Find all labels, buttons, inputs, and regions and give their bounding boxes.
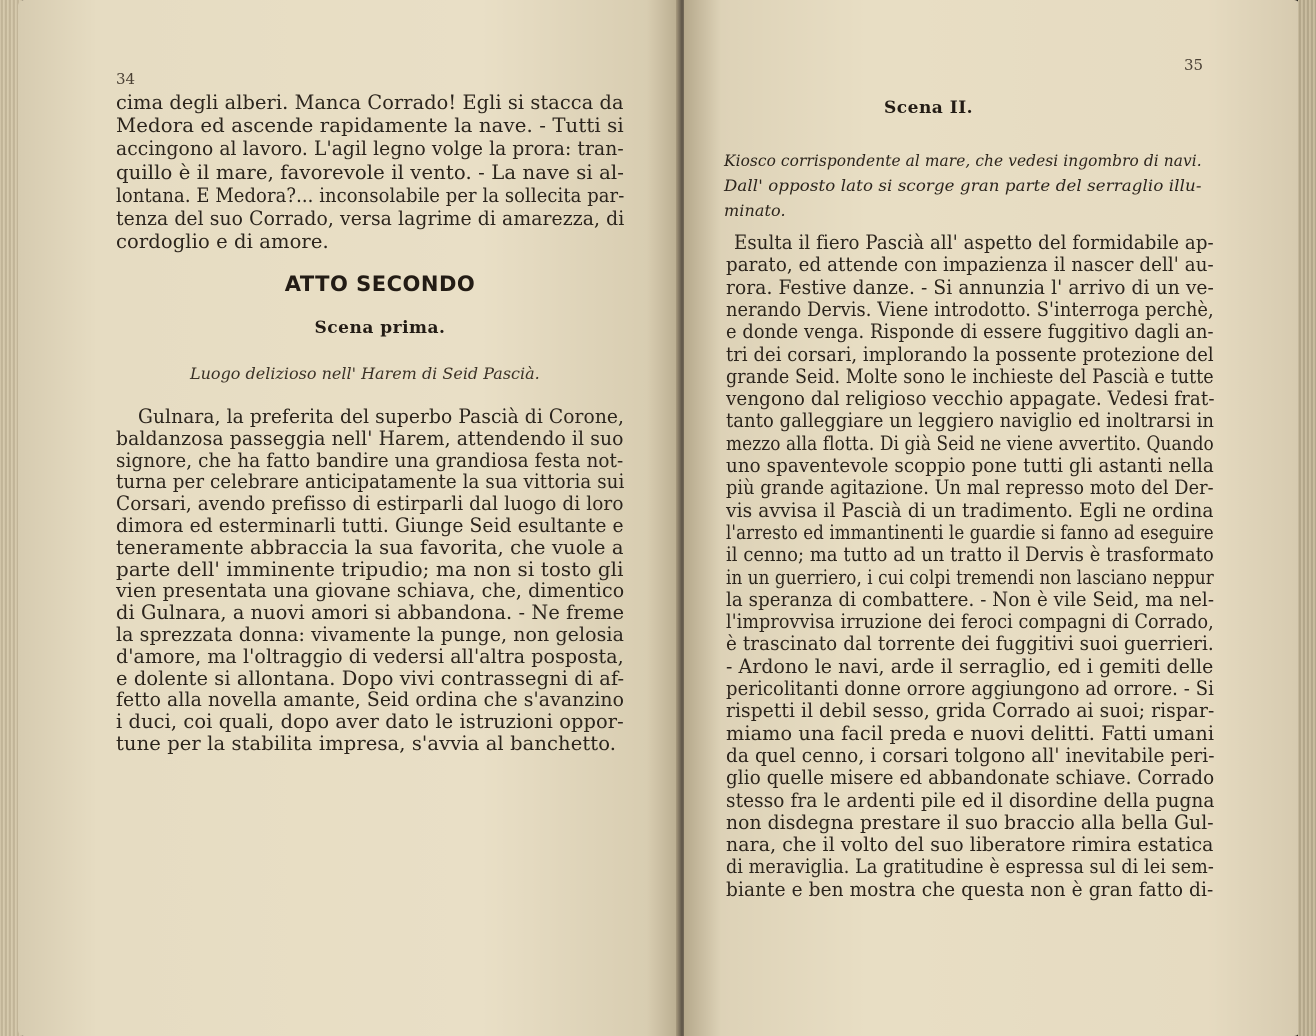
text-line: grande Seid. Molte sono le inchieste del Pascià e tutte bbox=[726, 364, 1214, 388]
right-page bbox=[684, 0, 1300, 1036]
text-line: di meraviglia. La gratitudine è espressa sul di lei sem- bbox=[726, 855, 1214, 879]
text-line: l'arresto ed immantinenti le guardie si fanno ad eseguire bbox=[726, 520, 1214, 544]
left-page bbox=[18, 0, 680, 1036]
text-line: signore, che ha fatto bandire una grandiosa festa not- bbox=[116, 448, 624, 472]
stage-direction-line: minato. bbox=[724, 201, 786, 220]
text-line: da quel cenno, i corsari tolgono all' inevitabile peri- bbox=[726, 743, 1215, 767]
right-page-number: 35 bbox=[1184, 56, 1204, 74]
scene-two-title: Scena II. bbox=[884, 98, 974, 118]
text-line: Esulta il fiero Pascià all' aspetto del formidabile ap- bbox=[734, 231, 1214, 254]
text-line: parte dell' imminente tripudio; ma non si tosto gli bbox=[116, 557, 624, 581]
text-line: vengono dal religioso vecchio appagate. Vedesi frat- bbox=[726, 387, 1215, 411]
text-line: la sprezzata donna: vivamente la punge, non gelosia bbox=[116, 623, 624, 646]
text-line: in un guerriero, i cui colpi tremendi non lasciano neppur bbox=[726, 565, 1214, 589]
text-line: tenza del suo Corrado, versa lagrime di amarezza, di bbox=[116, 207, 625, 230]
text-line: nara, che il volto del suo liberatore rimira estatica bbox=[726, 833, 1214, 857]
text-line: lontana. E Medora?... inconsolabile per la sollecita par- bbox=[116, 183, 625, 207]
text-line: Medora ed ascende rapidamente la nave. - Tutti si bbox=[116, 114, 624, 138]
text-line: più grande agitazione. Un mal represso moto del Der- bbox=[726, 476, 1214, 500]
text-line: il cenno; ma tutto ad un tratto il Dervis è trasformato bbox=[726, 543, 1214, 567]
act-title: ATTO SECONDO bbox=[284, 272, 476, 296]
text-line: turna per celebrare anticipatamente la sua vittoria sui bbox=[116, 470, 625, 494]
text-line: vien presentata una giovane schiava, che, dimentico bbox=[116, 579, 625, 603]
text-line: mezzo alla flotta. Di già Seid ne viene avvertito. Quando bbox=[726, 431, 1214, 455]
text-line: Corsari, avendo prefisso di estirparli dal luogo di loro bbox=[116, 492, 624, 516]
text-line: d'amore, ma l'oltraggio di vedersi all'altra posposta, bbox=[116, 644, 624, 668]
stage-direction-line: Kiosco corrispondente al mare, che vedesi ingombro di navi. bbox=[724, 151, 1202, 170]
text-line: fetto alla novella amante, Seid ordina che s'avanzino bbox=[116, 688, 625, 712]
text-line: teneramente abbraccia la sua favorita, che vuole a bbox=[116, 535, 624, 559]
text-line: e donde venga. Risponde di essere fuggitivo dagli an- bbox=[726, 320, 1214, 344]
text-line: parato, ed attende con impazienza il nascer dell' au- bbox=[726, 253, 1214, 277]
scene-one-title: Scena prima. bbox=[314, 318, 446, 338]
text-line: accingono al lavoro. L'agil legno volge la prora: tran- bbox=[116, 137, 624, 161]
text-line: cima degli alberi. Manca Corrado! Egli si stacca da bbox=[116, 91, 624, 114]
text-line: quillo è il mare, favorevole il vento. - La nave si al- bbox=[116, 160, 625, 184]
text-line: rora. Festive danze. - Si annunzia l' arrivo di un ve- bbox=[726, 275, 1214, 299]
text-line: dimora ed esterminarli tutti. Giunge Seid esultante e bbox=[116, 514, 624, 537]
text-line: uno spaventevole scoppio pone tutti gli astanti nella bbox=[726, 454, 1214, 477]
text-line: vis avvisa il Pascià di un tradimento. Egli ne ordina bbox=[726, 498, 1214, 522]
left-page-number: 34 bbox=[116, 70, 136, 88]
text-line: baldanzosa passeggia nell' Harem, attendendo il suo bbox=[116, 426, 624, 450]
text-line: tune per la stabilita impresa, s'avvia al banchetto. bbox=[116, 732, 617, 755]
text-line: miamo una facil preda e nuovi delitti. Fatti umani bbox=[726, 721, 1215, 745]
text-line: rispetti il debil sesso, grida Corrado ai suoi; rispar- bbox=[726, 699, 1215, 723]
stage-direction-line: Dall' opposto lato si scorge gran parte del serraglio illu- bbox=[724, 176, 1202, 195]
text-line: - Ardono le navi, arde il serraglio, ed i gemiti delle bbox=[726, 654, 1214, 678]
text-line: pericolitanti donne orrore aggiungono ad orrore. - Si bbox=[726, 677, 1215, 700]
text-line: è trascinato dal torrente dei fuggitivi suoi guerrieri. bbox=[726, 632, 1214, 656]
text-line: tri dei corsari, implorando la possente protezione del bbox=[726, 342, 1214, 366]
right-page-edges bbox=[1298, 0, 1316, 1036]
text-line: non disdegna prestare il suo braccio alla bella Gul- bbox=[726, 810, 1214, 834]
text-line: la speranza di combattere. - Non è vile Seid, ma nel- bbox=[726, 587, 1215, 611]
text-line: tanto galleggiare un leggiero naviglio ed inoltrarsi in bbox=[726, 409, 1215, 433]
scene-one-stage-direction: Luogo delizioso nell' Harem di Seid Pascià. bbox=[190, 364, 540, 383]
text-line: di Gulnara, a nuovi amori si abbandona. - Ne freme bbox=[116, 601, 625, 625]
text-line: nerando Dervis. Viene introdotto. S'interroga perchè, bbox=[726, 297, 1214, 321]
text-line: biante e ben mostra che questa non è gran fatto di- bbox=[726, 877, 1214, 901]
text-line: Gulnara, la preferita del superbo Pascià di Corone, bbox=[138, 405, 625, 428]
text-line: i duci, coi quali, dopo aver dato le istruzioni oppor- bbox=[116, 710, 624, 734]
text-line: glio quelle misere ed abbandonate schiave. Corrado bbox=[726, 766, 1215, 790]
text-line: stesso fra le ardenti pile ed il disordine della pugna bbox=[726, 788, 1215, 812]
text-line: l'improvvisa irruzione dei feroci compagni di Corrado, bbox=[726, 610, 1214, 634]
text-line: e dolente si allontana. Dopo vivi contrassegni di af- bbox=[116, 666, 625, 690]
text-line: cordoglio e di amore. bbox=[116, 230, 329, 254]
